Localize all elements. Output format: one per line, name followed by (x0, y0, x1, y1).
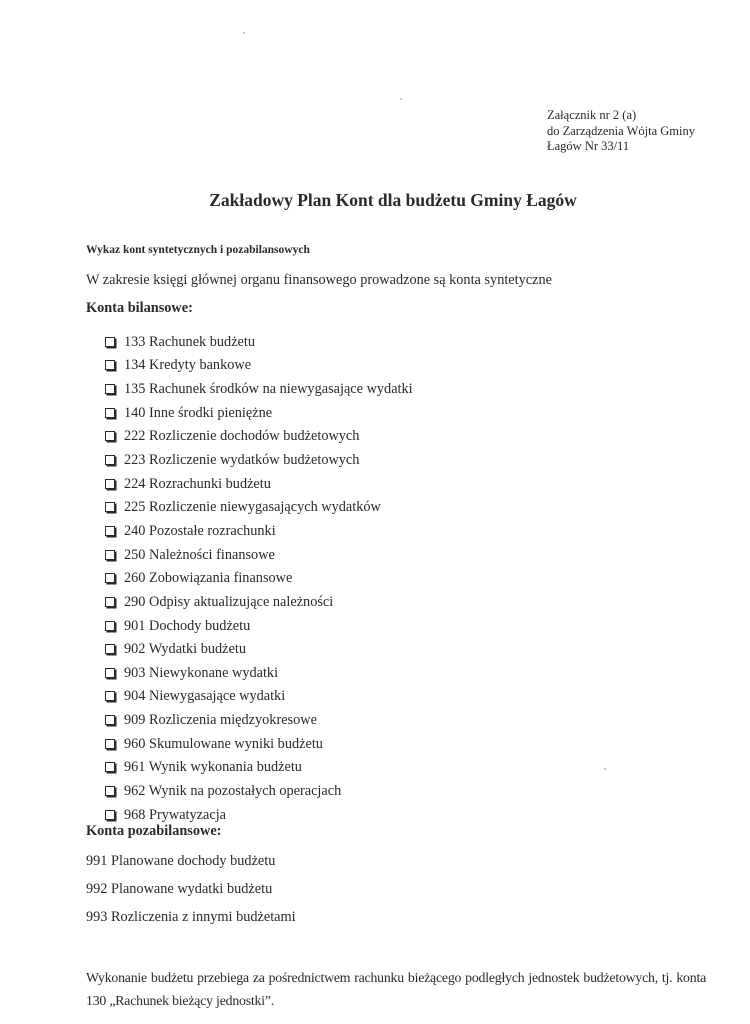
attachment-note-line: do Zarządzenia Wójta Gminy (547, 123, 695, 138)
account-label: 961 Wynik wykonania budżetu (124, 759, 302, 776)
balance-account-item (104, 519, 413, 543)
balance-account-item (104, 401, 413, 425)
scan-speck (604, 768, 606, 770)
account-label: 240 Pozostałe rozrachunki (124, 522, 276, 539)
checkbox-square-icon (105, 550, 115, 560)
balance-accounts-heading: Konta bilansowe: (86, 300, 193, 316)
attachment-note (547, 108, 695, 155)
attachment-note-line: Łagów Nr 33/11 (547, 139, 630, 153)
checkbox-square-icon (105, 408, 115, 418)
checkbox-square-icon (105, 644, 115, 654)
account-label: 902 Wydatki budżetu (124, 641, 246, 658)
off-balance-accounts-heading: Konta pozabilansowe: (86, 823, 222, 839)
balance-account-item (104, 756, 413, 780)
balance-account-item (104, 354, 413, 378)
balance-account-item (104, 614, 413, 638)
account-label: 225 Rozliczenie niewygasających wydatków (124, 499, 381, 516)
balance-account-item (104, 708, 413, 732)
account-label: 250 Należności finansowe (124, 546, 275, 563)
account-label: 962 Wynik na pozostałych operacjach (124, 782, 342, 799)
balance-account-item (104, 566, 413, 590)
off-balance-account-item: 993 Rozliczenia z innymi budżetami (86, 909, 296, 925)
account-label: 901 Dochody budżetu (124, 617, 251, 634)
checkbox-square-icon (105, 479, 115, 489)
balance-account-item (104, 590, 413, 614)
checkbox-square-icon (105, 337, 115, 347)
balance-account-item (104, 685, 413, 709)
account-label: 224 Rozrachunki budżetu (124, 475, 271, 492)
intro-paragraph: W zakresie księgi głównej organu finansowego prowadzone są konta syntetyczne (86, 272, 552, 288)
account-label: 140 Inne środki pieniężne (124, 404, 273, 421)
account-label: 909 Rozliczenia międzyokresowe (124, 712, 317, 729)
checkbox-square-icon (105, 526, 115, 536)
balance-account-item (104, 330, 413, 354)
checkbox-square-icon (105, 621, 115, 631)
balance-account-item (104, 661, 413, 685)
checkbox-square-icon (105, 431, 115, 441)
balance-account-item (104, 495, 413, 519)
checkbox-square-icon (105, 597, 115, 607)
balance-account-item (104, 448, 413, 472)
checkbox-square-icon (105, 715, 115, 725)
balance-accounts-list (104, 330, 413, 826)
off-balance-account-item: 991 Planowane dochody budżetu (86, 853, 276, 869)
checkbox-square-icon (105, 786, 115, 796)
account-label: 223 Rozliczenie wydatków budżetowych (124, 452, 360, 469)
scan-speck (400, 98, 402, 100)
off-balance-accounts-list (86, 851, 296, 935)
checkbox-square-icon (105, 455, 115, 465)
off-balance-account-item: 992 Planowane wydatki budżetu (86, 881, 273, 897)
balance-account-item (104, 637, 413, 661)
balance-account-item (104, 779, 413, 803)
checkbox-square-icon (105, 384, 115, 394)
balance-account-item (104, 377, 413, 401)
checkbox-square-icon (105, 502, 115, 512)
account-label: 960 Skumulowane wyniki budżetu (124, 735, 323, 752)
document-title: Zakładowy Plan Kont dla budżetu Gminy Łagów (209, 190, 577, 210)
account-label: 290 Odpisy aktualizujące należności (124, 593, 334, 610)
attachment-note-line: Załącznik nr 2 (a) (547, 108, 637, 122)
checkbox-square-icon (105, 739, 115, 749)
account-label: 904 Niewygasające wydatki (124, 688, 286, 705)
checkbox-square-icon (105, 810, 115, 820)
balance-account-item (104, 543, 413, 567)
account-label: 133 Rachunek budżetu (124, 333, 256, 350)
checkbox-square-icon (105, 573, 115, 583)
balance-account-item (104, 732, 413, 756)
checkbox-square-icon (105, 360, 115, 370)
checkbox-square-icon (105, 668, 115, 678)
balance-account-item (104, 425, 413, 449)
scan-speck (243, 32, 245, 34)
account-label: 903 Niewykonane wydatki (124, 664, 279, 681)
account-label: 968 Prywatyzacja (124, 806, 227, 823)
balance-account-item (104, 472, 413, 496)
account-label: 260 Zobowiązania finansowe (124, 570, 293, 587)
checkbox-square-icon (105, 762, 115, 772)
account-label: 135 Rachunek środków na niewygasające wydatki (124, 381, 413, 398)
footer-paragraph: Wykonanie budżetu przebiega za pośrednictwem rachunku bieżącego podległych jednostek budżetowych, tj. konta 130 „Rachunek bieżący jednostki”. (86, 970, 706, 1008)
section-subtitle: Wykaz kont syntetycznych i pozabilansowych (86, 244, 310, 256)
account-label: 134 Kredyty bankowe (124, 357, 252, 374)
account-label: 222 Rozliczenie dochodów budżetowych (124, 428, 360, 445)
checkbox-square-icon (105, 691, 115, 701)
